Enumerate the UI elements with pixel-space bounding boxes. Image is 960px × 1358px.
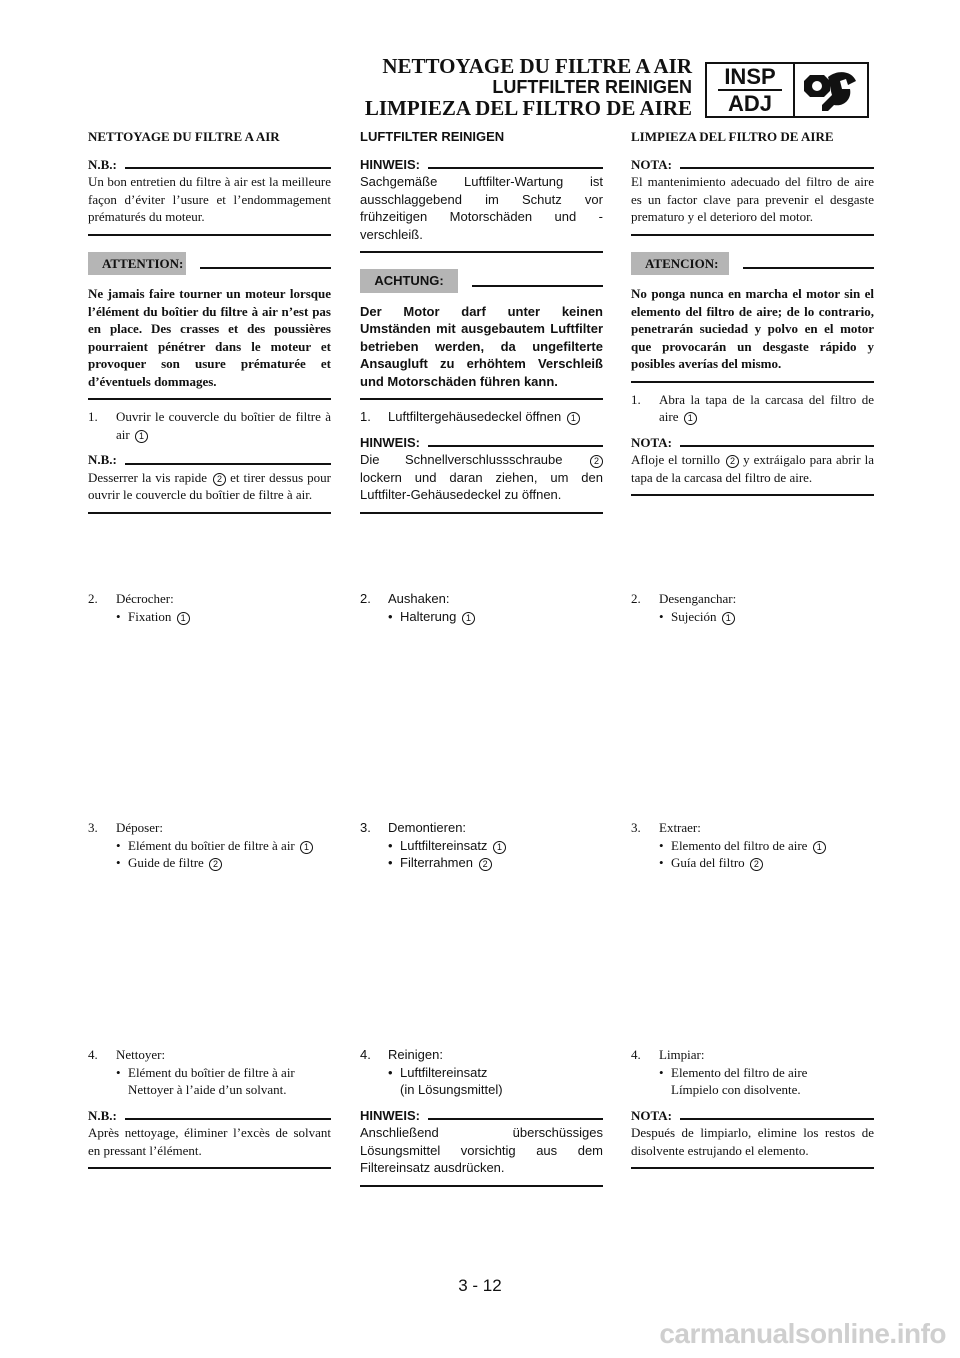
note-text-b: lockern und daran ziehen, um den Luftfilter-Gehäusedeckel zu öffnen. — [360, 469, 603, 502]
bullet-text: Luftfiltereinsatz — [400, 837, 488, 853]
callout-2: 2 — [209, 858, 222, 871]
note-text: Sachgemäße Luftfilter-Wartung ist ausschlaggebend im Schutz vor frühzeitigen Motorschäden und -verschleiß. — [360, 174, 603, 242]
bullet-text: Elément du boîtier de filtre à air — [128, 1064, 295, 1080]
note-text: Un bon entretien du filtre à air est la meilleure façon d’éviter l’usure et l’endommagement prématurés du moteur. — [88, 174, 331, 224]
bullet-item — [88, 608, 331, 626]
bullet-text: Guía del filtro — [671, 855, 745, 870]
column-fr — [88, 128, 331, 514]
bullet-dot: • — [659, 837, 664, 853]
step-text: Demontieren: — [388, 820, 467, 835]
divider — [88, 234, 331, 236]
step-number: 1. — [631, 391, 641, 407]
callout-2: 2 — [750, 858, 763, 871]
note-label: NOTA: — [631, 156, 672, 172]
bullet-item — [631, 608, 874, 626]
badge-insp: INSP — [718, 66, 781, 91]
step-text: Desenganchar: — [659, 591, 737, 606]
step-2-es — [631, 590, 874, 625]
step-3-de — [360, 819, 603, 872]
divider — [125, 1118, 331, 1120]
bullet-dot: • — [116, 608, 121, 624]
divider — [360, 1185, 603, 1187]
step-number: 4. — [631, 1047, 641, 1062]
step-3-fr — [88, 819, 331, 872]
step-label: Ouvrir le couvercle du boîtier de filtre à air — [116, 409, 331, 442]
step-1 — [88, 408, 331, 443]
bullet-item — [88, 837, 331, 855]
header-title-es: LIMPIEZA DEL FILTRO DE AIRE — [364, 96, 692, 120]
divider — [743, 267, 874, 269]
section-title: LUFTFILTER REINIGEN — [360, 129, 505, 144]
bullet-dot: • — [388, 855, 393, 870]
step-number: 2. — [631, 591, 641, 606]
note-label: HINWEIS: — [360, 156, 420, 172]
note-text: Después de limpiarlo, elimine los restos de disolvente estrujando el elemento. — [631, 1125, 874, 1158]
divider — [428, 445, 603, 447]
divider — [631, 1167, 874, 1169]
divider — [631, 494, 874, 496]
callout-2: 2 — [590, 455, 603, 468]
bullet-item — [360, 854, 603, 872]
bullet-item — [88, 1064, 331, 1082]
note-text-a: Afloje el tornillo — [631, 452, 720, 467]
callout-1: 1 — [300, 841, 313, 854]
divider — [88, 512, 331, 514]
step-2-fr — [88, 590, 331, 625]
divider — [200, 267, 331, 269]
note-text: Après nettoyage, éliminer l’excès de solvant en pressant l’élément. — [88, 1125, 331, 1158]
bullet-text: Luftfiltereinsatz — [400, 1064, 488, 1080]
header-title-fr: NETTOYAGE DU FILTRE A AIR — [382, 54, 692, 78]
sub-text: (in Lösungsmittel) — [400, 1082, 503, 1097]
bullet-dot: • — [116, 837, 121, 853]
bullet-text: Elément du boîtier de filtre à air — [128, 837, 295, 853]
section-title: LIMPIEZA DEL FILTRO DE AIRE — [631, 129, 834, 144]
note-label: N.B.: — [88, 156, 117, 172]
callout-1: 1 — [722, 612, 735, 625]
divider — [680, 1118, 874, 1120]
step-text: Décrocher: — [116, 591, 174, 606]
step-3-es — [631, 819, 874, 872]
bullet-item — [88, 854, 331, 872]
step-label: Abra la tapa de la carcasa del filtro de aire — [659, 391, 874, 424]
step-text — [659, 391, 874, 426]
bullet-dot: • — [388, 837, 393, 853]
note-header — [360, 156, 603, 174]
bullet-dot: • — [659, 608, 664, 624]
caution-header — [631, 252, 874, 276]
divider — [88, 398, 331, 400]
divider — [472, 285, 603, 287]
callout-1: 1 — [493, 841, 506, 854]
note-label: HINWEIS: — [360, 1107, 420, 1123]
note-header — [88, 156, 331, 174]
callout-2: 2 — [213, 473, 226, 486]
bullet-dot: • — [659, 1064, 664, 1080]
bullet-item — [631, 854, 874, 872]
bullet-item — [360, 837, 603, 855]
note-header — [631, 156, 874, 174]
caution-text: Der Motor darf unter keinen Umständen mit ausgebautem Luftfilter betrieben werden, da ungefilterte Ansaugluft zu erhöhtem Verschleiß und Motorschäden führen kann. — [360, 303, 603, 389]
caution-label: ATENCION: — [631, 252, 729, 276]
column-de — [360, 128, 603, 514]
badge-text — [707, 64, 795, 116]
caution-header — [88, 252, 331, 276]
header-title-de: LUFTFILTER REINIGEN — [492, 77, 692, 97]
bullet-text: Elemento del filtro de aire — [671, 1064, 808, 1080]
note-text-a: Die Schnellverschlussschraube — [360, 452, 563, 467]
note-label: NOTA: — [631, 434, 672, 450]
step-text — [116, 408, 331, 443]
step-4-de — [360, 1046, 603, 1187]
divider — [125, 463, 331, 465]
note-text: El mantenimiento adecuado del filtro de aire es un factor clave para prevenir el desgaste prematuro y el deterioro del motor. — [631, 174, 874, 224]
callout-1: 1 — [135, 430, 148, 443]
bullet-item — [360, 1064, 603, 1082]
bullet-dot: • — [116, 1064, 121, 1080]
divider — [88, 1167, 331, 1169]
caution-text: No ponga nunca en marcha el motor sin el elemento del filtro de aire; de lo contrario, penetrarán suciedad y polvo en el motor que provocarán un desgaste rápido y posibles averías del mismo. — [631, 286, 874, 371]
bullet-text: Elemento del filtro de aire — [671, 837, 808, 853]
insp-adj-badge — [705, 62, 869, 118]
step-1 — [360, 408, 603, 426]
callout-1: 1 — [813, 841, 826, 854]
step-number: 4. — [360, 1047, 371, 1062]
note-text — [88, 469, 331, 504]
bullet-text: Fixation — [128, 608, 172, 624]
divider — [631, 234, 874, 236]
bullet-item — [631, 1064, 874, 1082]
note-label: N.B.: — [88, 1107, 117, 1123]
sub-text: Nettoyer à l’aide d’un solvant. — [128, 1082, 287, 1097]
bullet-item — [360, 608, 603, 626]
caution-label: ACHTUNG: — [360, 269, 458, 293]
callout-1: 1 — [177, 612, 190, 625]
step-text: Aushaken: — [388, 591, 450, 606]
section-title: NETTOYAGE DU FILTRE A AIR — [88, 129, 280, 144]
callout-2: 2 — [726, 455, 739, 468]
callout-1: 1 — [567, 412, 580, 425]
step-text: Nettoyer: — [116, 1047, 166, 1062]
bullet-dot: • — [116, 855, 121, 870]
step-number: 3. — [88, 820, 98, 835]
note-text: Anschließend überschüssiges Lösungsmittel vorsichtig aus dem Filtereinsatz ausdrücken. — [360, 1125, 603, 1175]
caution-text: Ne jamais faire tourner un moteur lorsque l’élément du boîtier du filtre à air n’est pas en place. Des crasses et des poussières pourraient pénétrer dans le moteur et provoquer son usure prématurée et d’éventuels dommages. — [88, 286, 331, 389]
step-2-de — [360, 590, 603, 625]
callout-2: 2 — [479, 858, 492, 871]
bullet-text: Guide de filtre — [128, 855, 204, 870]
step-number: 3. — [631, 820, 641, 835]
watermark: carmanualsonline.info — [659, 1318, 946, 1349]
bullet-text: Filterrahmen — [400, 855, 473, 870]
page-number: 3 - 12 — [458, 1276, 502, 1295]
note-label: HINWEIS: — [360, 434, 420, 450]
step-number: 2. — [88, 591, 98, 606]
note-text — [631, 451, 874, 486]
note-header — [88, 451, 331, 469]
divider — [631, 381, 874, 383]
page-header — [365, 56, 692, 119]
note-text-b: et tirer dessus pour ouvrir le couvercle du boîtier de filtre à air. — [88, 469, 332, 502]
divider — [360, 398, 603, 400]
note-text — [360, 451, 603, 504]
note-header — [631, 434, 874, 452]
step-number: 1. — [360, 409, 371, 424]
divider — [360, 251, 603, 253]
note-header — [360, 1107, 603, 1125]
caution-label: ATTENTION: — [88, 252, 186, 276]
note-header — [631, 1107, 874, 1125]
caution-header — [360, 269, 603, 293]
step-number: 1. — [88, 409, 98, 424]
divider — [428, 1118, 603, 1120]
step-4-fr — [88, 1046, 331, 1169]
divider — [680, 445, 874, 447]
callout-1: 1 — [462, 612, 475, 625]
step-text: Reinigen: — [388, 1047, 443, 1062]
sub-text: Límpielo con disolvente. — [671, 1082, 801, 1097]
bullet-text: Halterung — [400, 608, 457, 624]
step-number: 4. — [88, 1047, 98, 1062]
bullet-text: Sujeción — [671, 608, 717, 624]
bullet-dot: • — [659, 855, 664, 870]
bullet-dot: • — [388, 1064, 393, 1080]
note-text-a: Desserrer la vis rapide — [88, 469, 207, 485]
step-text: Déposer: — [116, 820, 163, 835]
step-text — [388, 408, 603, 426]
wrench-icon — [795, 64, 867, 116]
note-header — [360, 434, 603, 452]
step-number: 2. — [360, 591, 371, 606]
bullet-item — [631, 837, 874, 855]
callout-1: 1 — [684, 412, 697, 425]
step-number: 3. — [360, 820, 371, 835]
step-4-es — [631, 1046, 874, 1169]
badge-adj: ADJ — [727, 90, 772, 116]
divider — [360, 512, 603, 514]
note-label: N.B.: — [88, 452, 117, 467]
step-text: Extraer: — [659, 820, 701, 835]
step-text: Limpiar: — [659, 1047, 705, 1062]
bullet-dot: • — [388, 608, 393, 624]
step-label: Luftfiltergehäusedeckel öffnen — [388, 409, 562, 424]
note-header — [88, 1107, 331, 1125]
divider — [680, 167, 874, 169]
divider — [125, 167, 331, 169]
step-1 — [631, 391, 874, 426]
divider — [428, 167, 603, 169]
column-es — [631, 128, 874, 496]
note-label: NOTA: — [631, 1107, 672, 1123]
note-text-b: y extráigalo para abrir la tapa de la carcasa del filtro de aire. — [631, 452, 875, 485]
